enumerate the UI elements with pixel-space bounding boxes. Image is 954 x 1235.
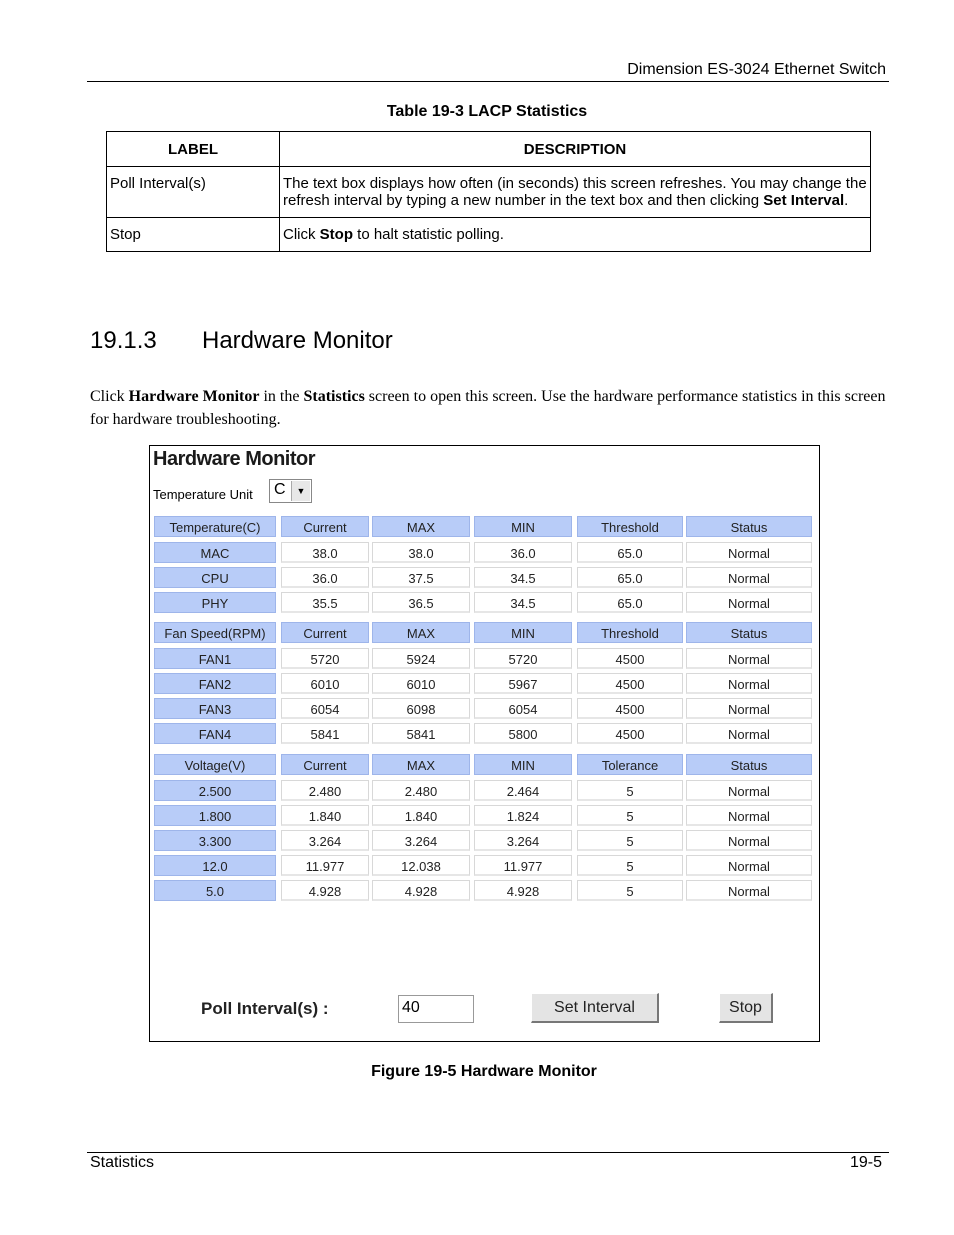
- section-title: Hardware Monitor: [202, 327, 393, 354]
- intro-text: in the: [259, 388, 304, 405]
- cell-threshold: 5: [577, 805, 683, 826]
- intro-paragraph: [90, 385, 890, 431]
- cell-min: 2.464: [474, 780, 572, 801]
- header-cell-status: Status: [686, 622, 812, 643]
- cell-max: 2.480: [372, 780, 470, 801]
- cell-threshold: 4500: [577, 698, 683, 719]
- cell-current: 35.5: [281, 592, 369, 613]
- chevron-down-icon[interactable]: ▼: [291, 481, 310, 501]
- cell-threshold: 65.0: [577, 542, 683, 563]
- cell-min: 34.5: [474, 592, 572, 613]
- cell-label: FAN4: [154, 723, 276, 744]
- cell-status: Normal: [686, 542, 812, 563]
- hardware-monitor-screenshot: [149, 445, 820, 1042]
- stats-header-row: [152, 754, 815, 779]
- cell-label: PHY: [154, 592, 276, 613]
- cell-label: 1.800: [154, 805, 276, 826]
- stats-row: [152, 723, 815, 748]
- set-interval-button[interactable]: Set Interval: [531, 993, 659, 1023]
- cell-current: 5841: [281, 723, 369, 744]
- cell-current: 1.840: [281, 805, 369, 826]
- cell-current: 3.264: [281, 830, 369, 851]
- column-header-label: LABEL: [107, 132, 280, 167]
- intro-text: Click: [90, 388, 129, 405]
- header-cell-min: MIN: [474, 622, 572, 643]
- cell-max: 12.038: [372, 855, 470, 876]
- stop-button[interactable]: Stop: [719, 993, 773, 1023]
- cell-min: 11.977: [474, 855, 572, 876]
- table-row: [107, 218, 871, 252]
- cell-threshold: 5: [577, 830, 683, 851]
- stats-row: [152, 805, 815, 830]
- intro-text: screen to open this screen. Use the hardware performance statistics in this screen for hardware troubleshooting.: [90, 388, 886, 428]
- cell-max: 5924: [372, 648, 470, 669]
- cell-threshold: 4500: [577, 723, 683, 744]
- header-cell-max: MAX: [372, 754, 470, 775]
- cell-min: 36.0: [474, 542, 572, 563]
- cell-current: 6054: [281, 698, 369, 719]
- cell-threshold: 5: [577, 855, 683, 876]
- stats-row: [152, 830, 815, 855]
- figure-caption: Figure 19-5 Hardware Monitor: [371, 1063, 597, 1080]
- intro-bold: Statistics: [303, 388, 365, 405]
- cell-max: 6010: [372, 673, 470, 694]
- table-header-row: [107, 132, 871, 167]
- cell-label: FAN2: [154, 673, 276, 694]
- header-cell-threshold: Threshold: [577, 516, 683, 537]
- stats-row: [152, 592, 815, 617]
- temperature-unit-label: Temperature Unit: [153, 487, 253, 502]
- cell-min: 4.928: [474, 880, 572, 901]
- cell-max: 1.840: [372, 805, 470, 826]
- cell-min: 5720: [474, 648, 572, 669]
- cell-current: 2.480: [281, 780, 369, 801]
- column-header-description: DESCRIPTION: [280, 132, 871, 167]
- poll-interval-label: Poll Interval(s) :: [201, 999, 329, 1018]
- cell-label: 5.0: [154, 880, 276, 901]
- cell-status: Normal: [686, 648, 812, 669]
- cell-current: 5720: [281, 648, 369, 669]
- cell-current: 6010: [281, 673, 369, 694]
- header-cell-min: MIN: [474, 516, 572, 537]
- cell-current: 36.0: [281, 567, 369, 588]
- cell-threshold: 65.0: [577, 567, 683, 588]
- cell-max: 5841: [372, 723, 470, 744]
- cell-max: 4.928: [372, 880, 470, 901]
- cell-current: 11.977: [281, 855, 369, 876]
- lacp-statistics-table: [106, 131, 871, 252]
- temperature-unit-value: C: [274, 481, 286, 498]
- header-cell-label: Temperature(C): [154, 516, 276, 537]
- cell-threshold: 4500: [577, 648, 683, 669]
- cell-status: Normal: [686, 673, 812, 694]
- running-header: Dimension ES-3024 Ethernet Switch: [627, 61, 886, 78]
- stats-row: [152, 542, 815, 567]
- cell-status: Normal: [686, 567, 812, 588]
- header-cell-min: MIN: [474, 754, 572, 775]
- header-cell-label: Voltage(V): [154, 754, 276, 775]
- cell-status: Normal: [686, 723, 812, 744]
- screen-title: Hardware Monitor: [153, 448, 316, 470]
- cell-label: 12.0: [154, 855, 276, 876]
- footer-chapter: Statistics: [90, 1154, 155, 1171]
- cell-status: Normal: [686, 830, 812, 851]
- cell-min: 34.5: [474, 567, 572, 588]
- table-caption: Table 19-3 LACP Statistics: [386, 103, 588, 120]
- row-description: [280, 218, 871, 252]
- header-cell-status: Status: [686, 516, 812, 537]
- row-label: Poll Interval(s): [107, 167, 280, 218]
- stats-row: [152, 673, 815, 698]
- desc-bold: Set Interval: [763, 192, 845, 209]
- cell-max: 37.5: [372, 567, 470, 588]
- desc-bold: Stop: [319, 226, 353, 243]
- stats-row: [152, 880, 815, 905]
- stats-row: [152, 780, 815, 805]
- cell-threshold: 65.0: [577, 592, 683, 613]
- cell-label: FAN1: [154, 648, 276, 669]
- cell-max: 38.0: [372, 542, 470, 563]
- row-label: Stop: [107, 218, 280, 252]
- header-cell-threshold: Threshold: [577, 622, 683, 643]
- cell-label: 2.500: [154, 780, 276, 801]
- header-rule: [87, 81, 889, 82]
- cell-current: 4.928: [281, 880, 369, 901]
- desc-text: .: [844, 192, 849, 209]
- cell-threshold: 5: [577, 880, 683, 901]
- header-cell-current: Current: [281, 622, 369, 643]
- cell-status: Normal: [686, 880, 812, 901]
- cell-min: 5967: [474, 673, 572, 694]
- stats-row: [152, 648, 815, 673]
- cell-status: Normal: [686, 855, 812, 876]
- cell-label: 3.300: [154, 830, 276, 851]
- header-cell-max: MAX: [372, 516, 470, 537]
- footer-page-number: 19-5: [849, 1154, 882, 1171]
- section-number: 19.1.3: [90, 327, 157, 354]
- cell-label: CPU: [154, 567, 276, 588]
- cell-max: 36.5: [372, 592, 470, 613]
- cell-current: 38.0: [281, 542, 369, 563]
- desc-text: The text box displays how often (in seconds) this screen refreshes. You may change the refresh interval by typing a new number in the text box and then clicking: [283, 175, 867, 209]
- cell-label: FAN3: [154, 698, 276, 719]
- footer-rule: [87, 1152, 889, 1153]
- cell-min: 3.264: [474, 830, 572, 851]
- stats-header-row: [152, 622, 815, 647]
- cell-status: Normal: [686, 805, 812, 826]
- cell-min: 1.824: [474, 805, 572, 826]
- stats-row: [152, 567, 815, 592]
- header-cell-max: MAX: [372, 622, 470, 643]
- cell-max: 6098: [372, 698, 470, 719]
- cell-status: Normal: [686, 780, 812, 801]
- cell-max: 3.264: [372, 830, 470, 851]
- poll-interval-input[interactable]: 40: [398, 995, 474, 1023]
- intro-bold: Hardware Monitor: [128, 388, 260, 405]
- cell-min: 6054: [474, 698, 572, 719]
- cell-status: Normal: [686, 698, 812, 719]
- header-cell-threshold: Tolerance: [577, 754, 683, 775]
- header-cell-label: Fan Speed(RPM): [154, 622, 276, 643]
- stats-row: [152, 698, 815, 723]
- header-cell-status: Status: [686, 754, 812, 775]
- cell-label: MAC: [154, 542, 276, 563]
- cell-status: Normal: [686, 592, 812, 613]
- stats-row: [152, 855, 815, 880]
- cell-min: 5800: [474, 723, 572, 744]
- table-row: [107, 167, 871, 218]
- desc-text: to halt statistic polling.: [353, 226, 504, 243]
- desc-text: Click: [283, 226, 320, 243]
- row-description: [280, 167, 871, 218]
- header-cell-current: Current: [281, 754, 369, 775]
- header-cell-current: Current: [281, 516, 369, 537]
- temperature-unit-select[interactable]: [269, 479, 312, 503]
- cell-threshold: 5: [577, 780, 683, 801]
- cell-threshold: 4500: [577, 673, 683, 694]
- stats-header-row: [152, 516, 815, 541]
